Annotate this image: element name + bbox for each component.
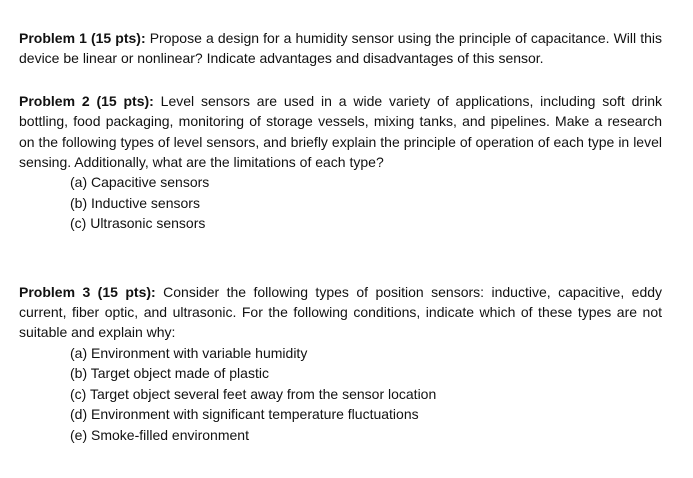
- list-item: (c) Ultrasonic sensors: [70, 215, 206, 232]
- problem-3-list: [19, 343, 662, 445]
- problem-2-list: [19, 172, 662, 233]
- list-item: (c) Target object several feet away from the sensor location: [70, 385, 437, 402]
- problem-1: [19, 28, 662, 69]
- problem-1-body: Propose a design for a humidity sensor using the principle of capacitance. Will this device be linear or nonlinear? Indicate advantages and disadvantages of this sensor.: [19, 30, 662, 67]
- list-item: (e) Smoke-filled environment: [70, 426, 249, 443]
- problem-3: [19, 282, 662, 343]
- problem-3-body: Consider the following types of position sensors: inductive, capacitive, eddy current, fiber optic, and ultrasonic. For the following conditions, indicate which of these types are not suitable and explain why:: [19, 283, 663, 341]
- problem-3-heading: Problem 3 (15 pts):: [19, 283, 156, 300]
- list-item: (a) Environment with variable humidity: [70, 344, 308, 361]
- problem-2-body: Level sensors are used in a wide variety of applications, including soft drink bottling, food packaging, monitoring of storage vessels, mixing tanks, and pipelines. Make a research on the following types of level sensors, and briefly explain the principle of operation of each type in level sensing. Additionally, what are the limitations of each type?: [19, 92, 662, 171]
- list-item: (d) Environment with significant temperature fluctuations: [70, 406, 419, 423]
- list-item: (b) Inductive sensors: [70, 194, 200, 211]
- problem-2-heading: Problem 2 (15 pts):: [19, 92, 154, 109]
- list-item: (b) Target object made of plastic: [70, 365, 269, 382]
- problem-2: [19, 91, 662, 173]
- problem-1-heading: Problem 1 (15 pts):: [19, 30, 146, 46]
- document-page: [19, 28, 662, 445]
- list-item: (a) Capacitive sensors: [70, 174, 210, 191]
